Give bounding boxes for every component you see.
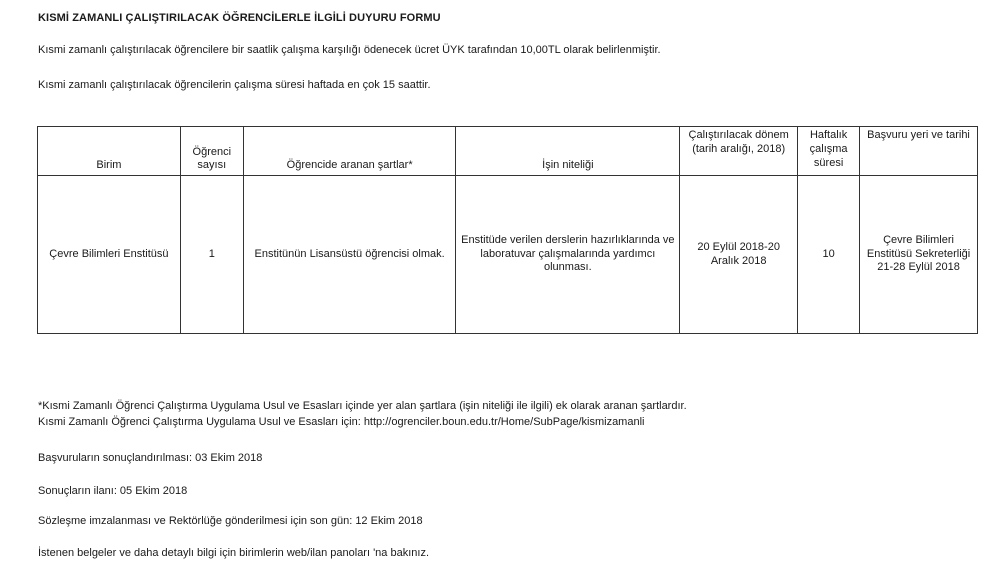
positions-table <box>37 126 978 334</box>
basvuru-tarihi: 21-28 Eylül 2018 <box>877 261 960 274</box>
header-haftalik: Haftalık çalışma süresi <box>798 127 860 176</box>
footnote-conditions: *Kısmi Zamanlı Öğrenci Çalıştırma Uygulama Usul ve Esasları içinde yer alan şartlara (işin niteliği ile ilgili) ek olarak aranan şartlardır. <box>38 400 687 412</box>
cell-donem: 20 Eylül 2018-20 Aralık 2018 <box>680 176 798 334</box>
intro-hours-text: Kısmi zamanlı çalıştırılacak öğrencilerin çalışma süresi haftada en çok 15 saattir. <box>38 79 431 91</box>
header-sartlar: Öğrencide aranan şartlar* <box>243 127 456 176</box>
header-basvuru: Başvuru yeri ve tarihi <box>860 127 978 176</box>
header-nitelik: İşin niteliği <box>456 127 680 176</box>
basvuru-yeri: Çevre Bilimleri Enstitüsü Sekreterliği <box>866 233 971 260</box>
header-ogrenci-sayisi: Öğrenci sayısı <box>180 127 243 176</box>
result-date-text: Başvuruların sonuçlandırılması: 03 Ekim 2018 <box>38 452 263 464</box>
contract-date-text: Sözleşme imzalanması ve Rektörlüğe gönderilmesi için son gün: 12 Ekim 2018 <box>38 515 423 527</box>
cell-nitelik: Enstitüde verilen derslerin hazırlıklarında ve laboratuvar çalışmalarında yardımcı olunması. <box>456 176 680 334</box>
cell-birim: Çevre Bilimleri Enstitüsü <box>38 176 181 334</box>
docs-info-text: İstenen belgeler ve daha detaylı bilgi için birimlerin web/ilan panoları 'na bakınız. <box>38 547 429 559</box>
header-donem: Çalıştırılacak dönem (tarih aralığı, 2018) <box>680 127 798 176</box>
footnote-link: Kısmi Zamanlı Öğrenci Çalıştırma Uygulama Usul ve Esasları için: http://ogrenciler.boun.edu.tr/Home/SubPage/kismizamanli <box>38 416 645 428</box>
page-title: KISMİ ZAMANLI ÇALIŞTIRILACAK ÖĞRENCİLERLE İLGİLİ DUYURU FORMU <box>38 12 441 24</box>
table-row <box>38 176 978 334</box>
cell-ogrenci-sayisi: 1 <box>180 176 243 334</box>
header-birim: Birim <box>38 127 181 176</box>
cell-haftalik: 10 <box>798 176 860 334</box>
table-header-row <box>38 127 978 176</box>
announce-date-text: Sonuçların ilanı: 05 Ekim 2018 <box>38 485 188 497</box>
intro-wage-text: Kısmi zamanlı çalıştırılacak öğrencilere bir saatlik çalışma karşılığı ödenecek ücret ÜYK tarafından 10,00TL olarak belirlenmiştir. <box>38 44 661 56</box>
cell-basvuru <box>860 176 978 334</box>
cell-sartlar: Enstitünün Lisansüstü öğrencisi olmak. <box>243 176 456 334</box>
